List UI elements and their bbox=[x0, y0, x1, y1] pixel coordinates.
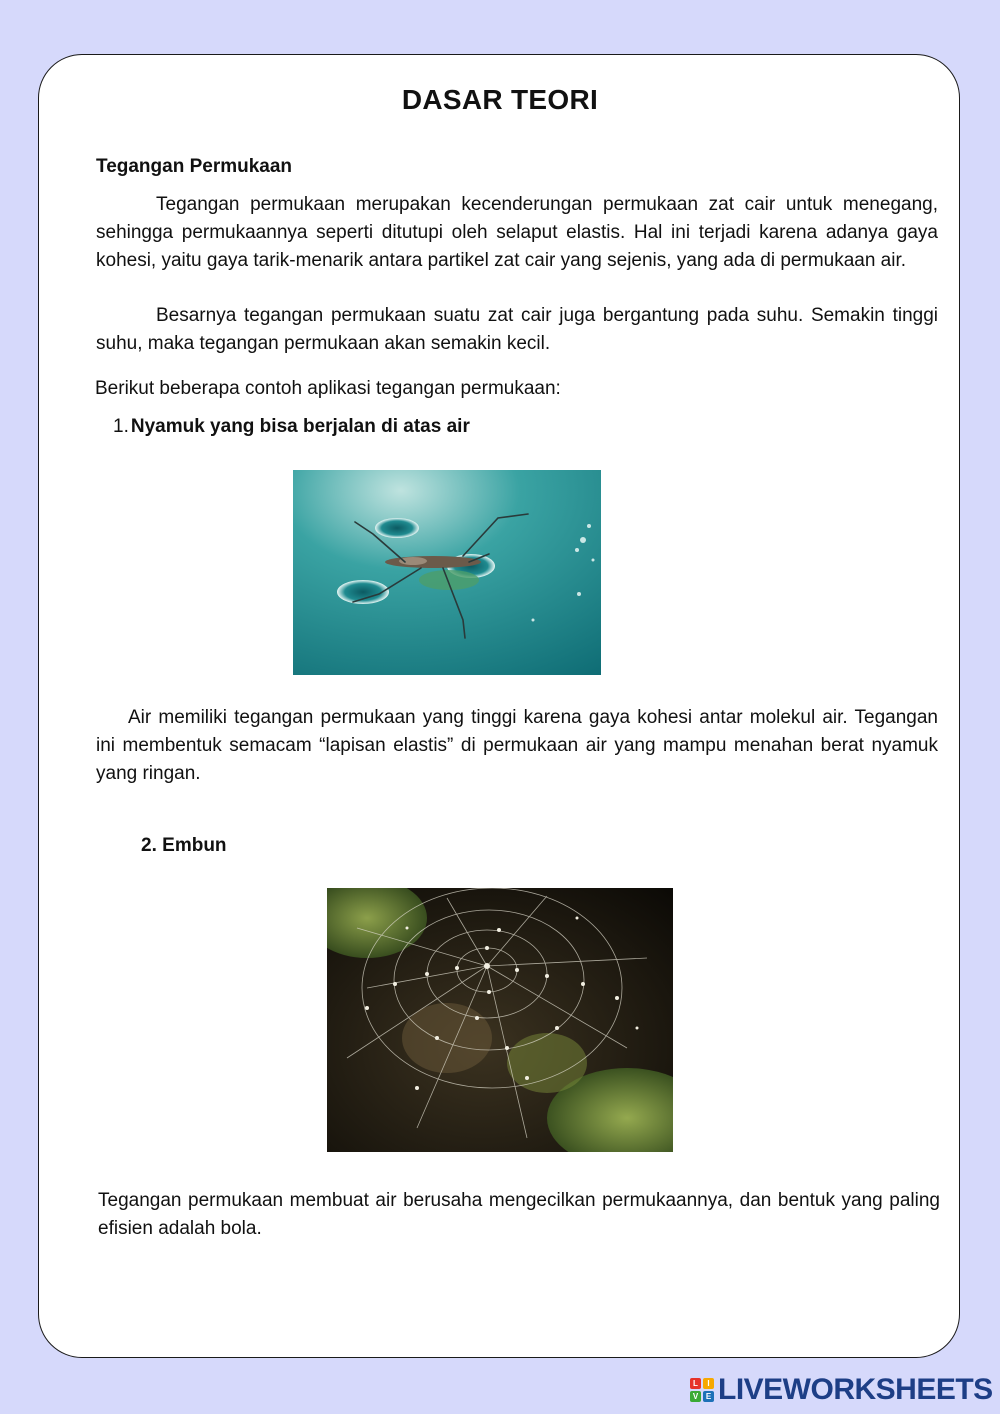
dew-spider-web-image bbox=[327, 888, 673, 1152]
section-heading: Tegangan Permukaan bbox=[96, 156, 293, 177]
example-item-2-heading bbox=[141, 835, 227, 857]
logo-text: LIVEWORKSHEETS bbox=[718, 1373, 993, 1406]
example-item-2-description: Tegangan permukaan membuat air berusaha mengecilkan permukaannya, dan bentuk yang paling efisien adalah bola. bbox=[98, 1190, 940, 1239]
logo-letter-i: I bbox=[703, 1378, 714, 1389]
example-item-1-title: Nyamuk yang bisa berjalan di atas air bbox=[130, 416, 470, 437]
examples-intro: Berikut beberapa contoh aplikasi tegangan permukaan: bbox=[95, 378, 561, 399]
paragraph-definition: Tegangan permukaan merupakan kecenderungan permukaan zat cair untuk menegang, sehingga permukaannya seperti ditutupi oleh selaput elastis. Hal ini terjadi karena adanya gaya kohesi, yaitu gaya tarik-menarik antara partikel zat cair yang sejenis, yang ada di permukaan air. bbox=[96, 194, 938, 271]
page-title: DASAR TEORI bbox=[401, 84, 599, 115]
example-item-2-number: 2. bbox=[141, 835, 157, 856]
example-item-1-heading bbox=[113, 416, 470, 438]
example-item-2-title: Embun bbox=[162, 835, 227, 856]
example-item-1-description: Air memiliki tegangan permukaan yang tinggi karena gaya kohesi antar molekul air. Tegangan ini membentuk semacam “lapisan elastis” di permukaan air yang mampu menahan berat nyamuk yang ringan. bbox=[96, 707, 938, 784]
logo-blocks-icon bbox=[690, 1378, 714, 1402]
paragraph-temperature: Besarnya tegangan permukaan suatu zat cair juga bergantung pada suhu. Semakin tinggi suhu, maka tegangan permukaan akan semakin kecil. bbox=[96, 305, 938, 354]
logo-letter-e: E bbox=[703, 1391, 714, 1402]
water-strider-image bbox=[293, 470, 601, 675]
example-item-1-number: 1. bbox=[113, 416, 129, 437]
liveworksheets-logo[interactable] bbox=[690, 1372, 993, 1408]
logo-letter-v: V bbox=[690, 1391, 701, 1402]
logo-letter-l: L bbox=[690, 1378, 701, 1389]
